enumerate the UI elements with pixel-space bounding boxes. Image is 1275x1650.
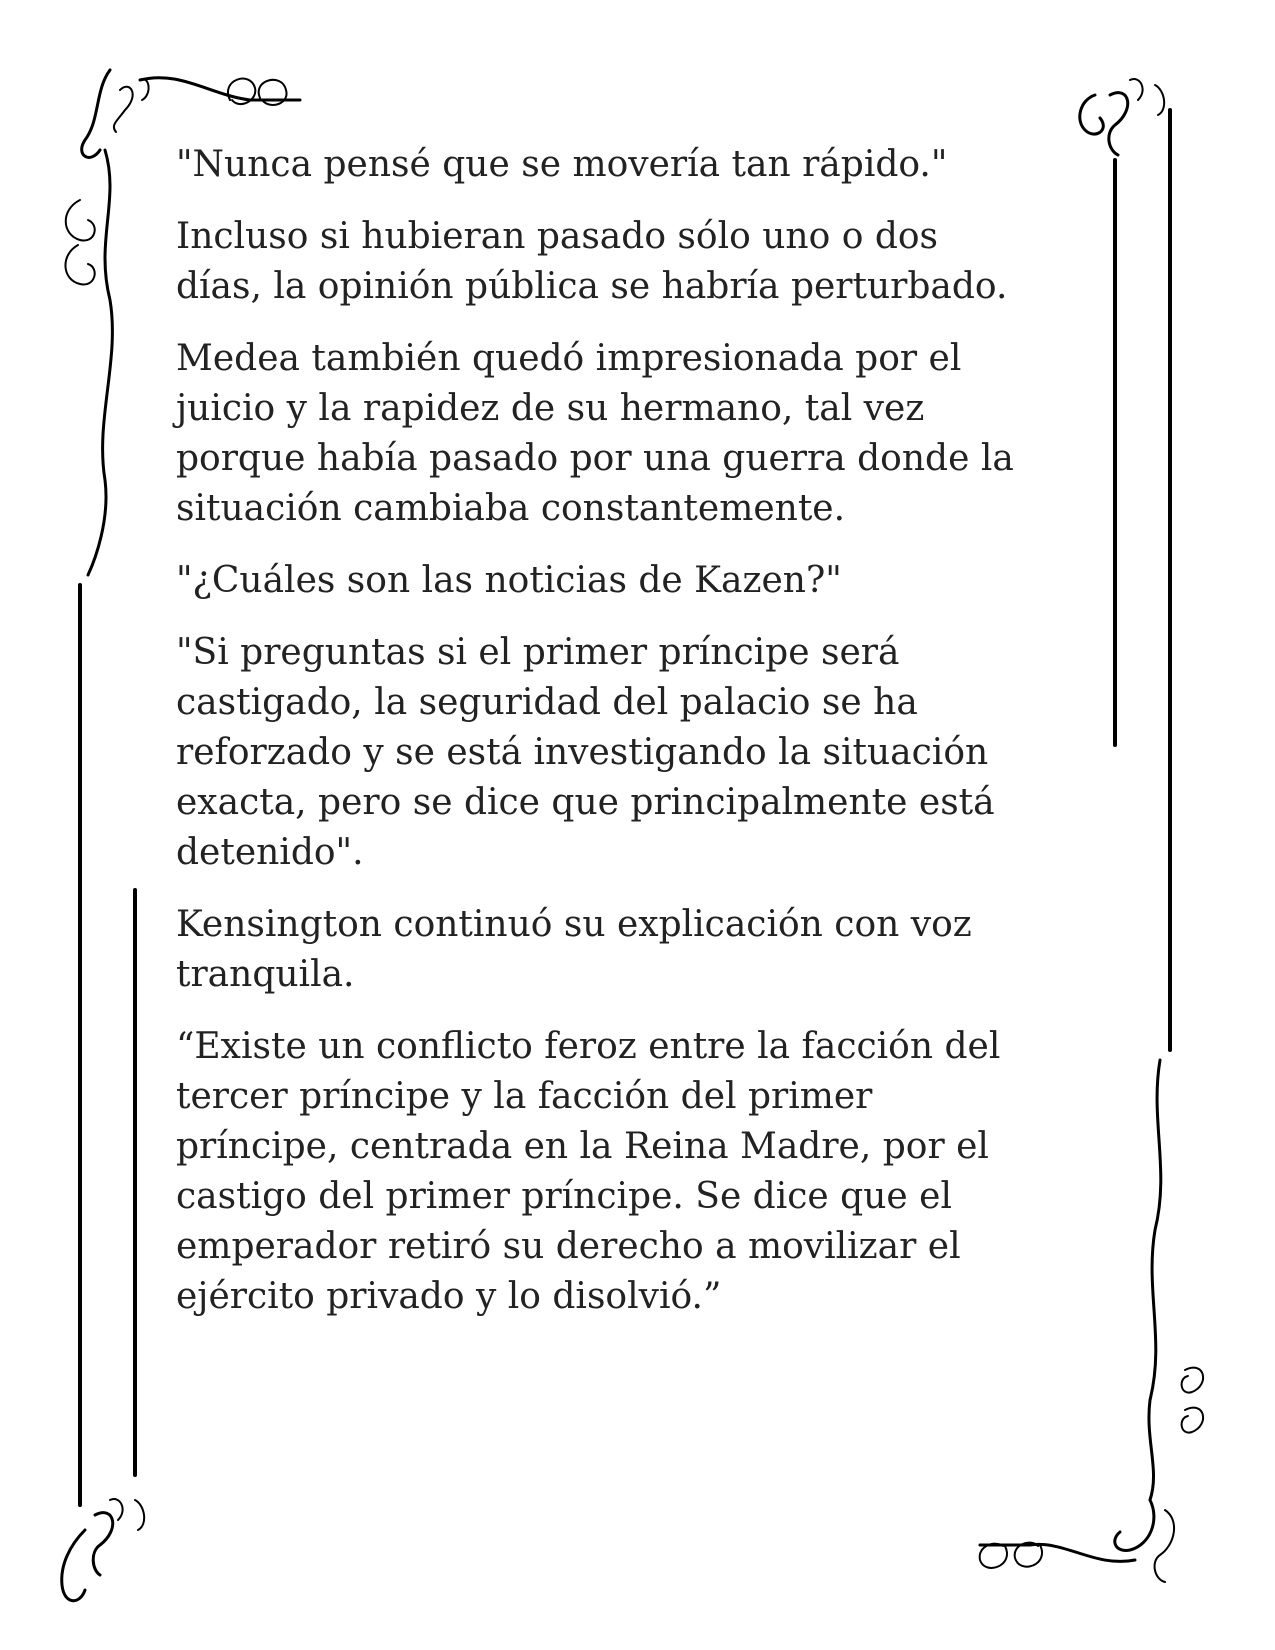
paragraph: "Si preguntas si el primer príncipe será castigado, la seguridad del palacio se ha reforzado y se está investigando la situación exacta, pero se dice que principalmente está detenido". — [176, 632, 995, 873]
paragraph: "¿Cuáles son las noticias de Kazen?" — [176, 560, 842, 601]
paragraph: Kensington continuó su explicación con voz tranquila. — [176, 904, 972, 995]
paragraph: "Nunca pensé que se movería tan rápido." — [176, 144, 948, 185]
bottom-left-flourish-icon — [62, 1499, 144, 1601]
paragraph: “Existe un conflicto feroz entre la facción del tercer príncipe y la facción del primer príncipe, centrada en la Reina Madre, por el castigo del primer príncipe. Se dice que el emperador retiró su derecho a movilizar el ejército privado y lo disolvió.” — [176, 1026, 1001, 1317]
paragraph: Incluso si hubieran pasado sólo uno o dos días, la opinión pública se habría perturbado. — [176, 216, 1008, 307]
document-body — [176, 140, 1076, 1344]
top-right-flourish-icon — [1080, 79, 1164, 155]
paragraph: Medea también quedó impresionada por el juicio y la rapidez de su hermano, tal vez porque había pasado por una guerra donde la situación cambiaba constantemente. — [176, 338, 1014, 529]
